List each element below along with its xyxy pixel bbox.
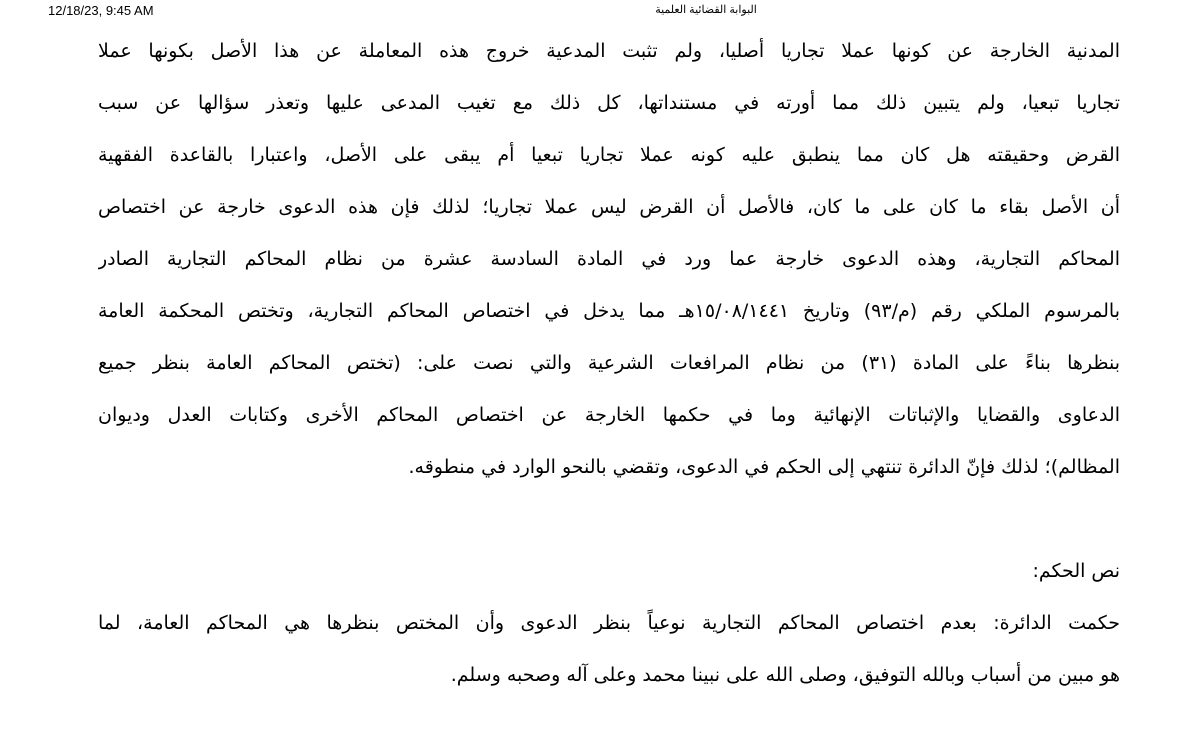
print-header [0,0,1180,22]
reasoning-line: تجاريا تبعيا، ولم يتبين ذلك مما أورته في مستنداتها، كل ذلك مع تغيب المدعى عليها وتعذر سؤالها عن سبب [98,92,1120,114]
reasoning-line: بنظرها بناءً على المادة (٣١) من نظام المرافعات الشرعية والتي نصت على: (تختص المحاكم العامة بنظر جميع [98,352,1120,374]
reasoning-line: القرض وحقيقته هل كان مما ينطبق عليه كونه عملا تجاريا تبعيا أم يبقى على الأصل، واعتبارا بالقاعدة الفقهية [98,144,1120,166]
reasoning-line: المظالم)؛ لذلك فإنّ الدائرة تنتهي إلى الحكم في الدعوى، وتقضي بالنحو الوارد في منطوقه. [408,456,1120,478]
reasoning-line: أن الأصل بقاء ما كان على ما كان، فالأصل أن القرض ليس عملا تجاريا؛ لذلك فإن هذه الدعوى خارجة عن اختصاص [98,196,1120,218]
judgment-text [98,32,1120,708]
reasoning-line: المحاكم التجارية، وهذه الدعوى خارجة عما ورد في المادة السادسة عشرة من نظام المحاكم التجارية الصادر [98,248,1120,270]
ruling-heading: نص الحكم: [1032,560,1120,582]
ruling-line: هو مبين من أسباب وبالله التوفيق، وصلى الله على نبينا محمد وعلى آله وصحبه وسلم. [450,664,1120,686]
reasoning-line: الدعاوى والقضايا والإثباتات الإنهائية وما في حكمها الخارجة عن اختصاص المحاكم الأخرى وكتابات العدل وديوان [98,404,1120,426]
site-title: البوابة القضائية العلمية [655,4,757,16]
reasoning-line: بالمرسوم الملكي رقم (م/٩٣) وتاريخ ١٥/٠٨/١٤٤١هـ مما يدخل في اختصاص المحاكم التجارية، وتختص المحكمة العامة [98,300,1120,322]
reasoning-line: المدنية الخارجة عن كونها عملا تجاريا أصليا، ولم تثبت المدعية خروج هذه المعاملة عن هذا الأصل بكونها عملا [98,40,1120,62]
print-datetime: 12/18/23, 9:45 AM [48,3,154,18]
ruling-line: حكمت الدائرة: بعدم اختصاص المحاكم التجارية نوعياً بنظر الدعوى وأن المختص بنظرها هي المحاكم العامة، لما [98,612,1120,634]
paragraph-gap [98,500,1120,552]
